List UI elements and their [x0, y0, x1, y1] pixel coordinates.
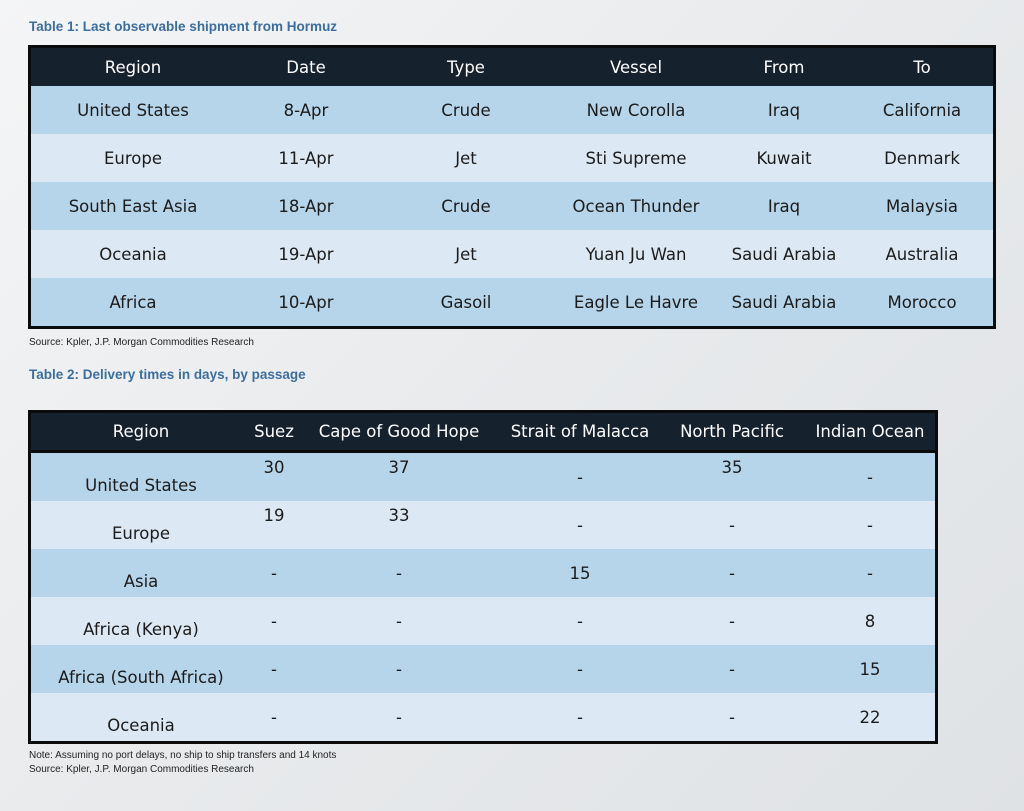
- cell-cape: -: [297, 693, 501, 741]
- region-label: Oceania: [107, 715, 175, 735]
- cell-cape: -: [297, 597, 501, 645]
- cell-malacca: -: [501, 501, 659, 549]
- region-label: Africa (Kenya): [83, 619, 199, 639]
- table2-footnotes: [29, 749, 336, 777]
- cell-value: 35: [721, 457, 743, 477]
- cell-malacca: -: [501, 597, 659, 645]
- cell-region: [31, 645, 251, 693]
- cell-to: Australia: [851, 230, 993, 278]
- cell-malacca: -: [501, 693, 659, 741]
- cell-region: [31, 501, 251, 549]
- table-row: [31, 452, 935, 502]
- cell-region: [31, 452, 251, 502]
- table2-caption: Table 2: Delivery times in days, by passage: [29, 367, 306, 382]
- cell-region: [31, 693, 251, 741]
- cell-north-pacific: -: [659, 501, 805, 549]
- cell-cape: [297, 501, 501, 549]
- cell-north-pacific: [659, 452, 805, 502]
- region-label: Asia: [123, 571, 159, 591]
- cell-type: Jet: [377, 134, 555, 182]
- delivery-table-header-row: [31, 413, 935, 452]
- table2-note: Note: Assuming no port delays, no ship to ship transfers and 14 knots: [29, 750, 337, 761]
- cell-date: 8-Apr: [235, 86, 377, 134]
- cell-indian-ocean: -: [805, 549, 935, 597]
- cell-value: 37: [388, 457, 410, 477]
- cell-suez: -: [251, 549, 297, 597]
- cell-north-pacific: -: [659, 549, 805, 597]
- cell-from: Saudi Arabia: [717, 230, 851, 278]
- table-row: [31, 278, 993, 326]
- header-to: To: [851, 48, 993, 86]
- table2-source: Source: Kpler, J.P. Morgan Commodities Research: [29, 764, 254, 775]
- table1-caption: Table 1: Last observable shipment from Hormuz: [29, 19, 338, 34]
- cell-suez: [251, 452, 297, 502]
- cell-type: Gasoil: [377, 278, 555, 326]
- cell-date: 18-Apr: [235, 182, 377, 230]
- header-indian-ocean: Indian Ocean: [805, 413, 935, 452]
- region-label: Africa (South Africa): [58, 667, 224, 687]
- cell-type: Crude: [377, 182, 555, 230]
- table-row: [31, 134, 993, 182]
- region-label: United States: [85, 475, 197, 495]
- cell-malacca: 15: [501, 549, 659, 597]
- cell-suez: -: [251, 645, 297, 693]
- cell-suez: -: [251, 597, 297, 645]
- header-region: Region: [31, 413, 251, 452]
- shipment-table: [31, 48, 993, 326]
- delivery-table: [31, 413, 935, 741]
- cell-region: [31, 597, 251, 645]
- cell-vessel: Sti Supreme: [555, 134, 717, 182]
- cell-vessel: Ocean Thunder: [555, 182, 717, 230]
- cell-cape: [297, 452, 501, 502]
- cell-suez: -: [251, 693, 297, 741]
- cell-from: Iraq: [717, 182, 851, 230]
- table-row: [31, 645, 935, 693]
- cell-region: Europe: [31, 134, 235, 182]
- header-cape-of-good-hope: Cape of Good Hope: [297, 413, 501, 452]
- cell-from: Saudi Arabia: [717, 278, 851, 326]
- delivery-table-frame: [28, 410, 938, 744]
- cell-from: Iraq: [717, 86, 851, 134]
- cell-from: Kuwait: [717, 134, 851, 182]
- cell-north-pacific: -: [659, 645, 805, 693]
- cell-to: Morocco: [851, 278, 993, 326]
- header-from: From: [717, 48, 851, 86]
- cell-region: South East Asia: [31, 182, 235, 230]
- cell-cape: -: [297, 549, 501, 597]
- cell-value: 30: [263, 457, 285, 477]
- table-row: [31, 230, 993, 278]
- table1-source: Source: Kpler, J.P. Morgan Commodities Research: [29, 337, 254, 348]
- cell-north-pacific: -: [659, 693, 805, 741]
- cell-cape: -: [297, 645, 501, 693]
- cell-region: Oceania: [31, 230, 235, 278]
- header-region: Region: [31, 48, 235, 86]
- cell-indian-ocean: 8: [805, 597, 935, 645]
- header-date: Date: [235, 48, 377, 86]
- table-row: [31, 86, 993, 134]
- cell-suez: [251, 501, 297, 549]
- cell-indian-ocean: 22: [805, 693, 935, 741]
- cell-type: Jet: [377, 230, 555, 278]
- cell-to: California: [851, 86, 993, 134]
- cell-malacca: -: [501, 452, 659, 502]
- table-row: [31, 182, 993, 230]
- cell-vessel: Yuan Ju Wan: [555, 230, 717, 278]
- cell-value: 33: [388, 505, 410, 525]
- cell-region: United States: [31, 86, 235, 134]
- header-suez: Suez: [251, 413, 297, 452]
- cell-value: 19: [263, 505, 285, 525]
- cell-region: Africa: [31, 278, 235, 326]
- table-row: [31, 501, 935, 549]
- header-vessel: Vessel: [555, 48, 717, 86]
- cell-type: Crude: [377, 86, 555, 134]
- cell-date: 11-Apr: [235, 134, 377, 182]
- cell-indian-ocean: 15: [805, 645, 935, 693]
- cell-vessel: Eagle Le Havre: [555, 278, 717, 326]
- cell-to: Malaysia: [851, 182, 993, 230]
- header-north-pacific: North Pacific: [659, 413, 805, 452]
- cell-vessel: New Corolla: [555, 86, 717, 134]
- cell-north-pacific: -: [659, 597, 805, 645]
- cell-date: 10-Apr: [235, 278, 377, 326]
- shipment-table-header-row: [31, 48, 993, 86]
- table-row: [31, 693, 935, 741]
- table-row: [31, 549, 935, 597]
- cell-region: [31, 549, 251, 597]
- shipment-table-frame: [28, 45, 996, 329]
- region-label: Europe: [111, 523, 171, 543]
- header-type: Type: [377, 48, 555, 86]
- table-row: [31, 597, 935, 645]
- cell-indian-ocean: -: [805, 501, 935, 549]
- cell-to: Denmark: [851, 134, 993, 182]
- cell-indian-ocean: -: [805, 452, 935, 502]
- header-strait-of-malacca: Strait of Malacca: [501, 413, 659, 452]
- cell-malacca: -: [501, 645, 659, 693]
- cell-date: 19-Apr: [235, 230, 377, 278]
